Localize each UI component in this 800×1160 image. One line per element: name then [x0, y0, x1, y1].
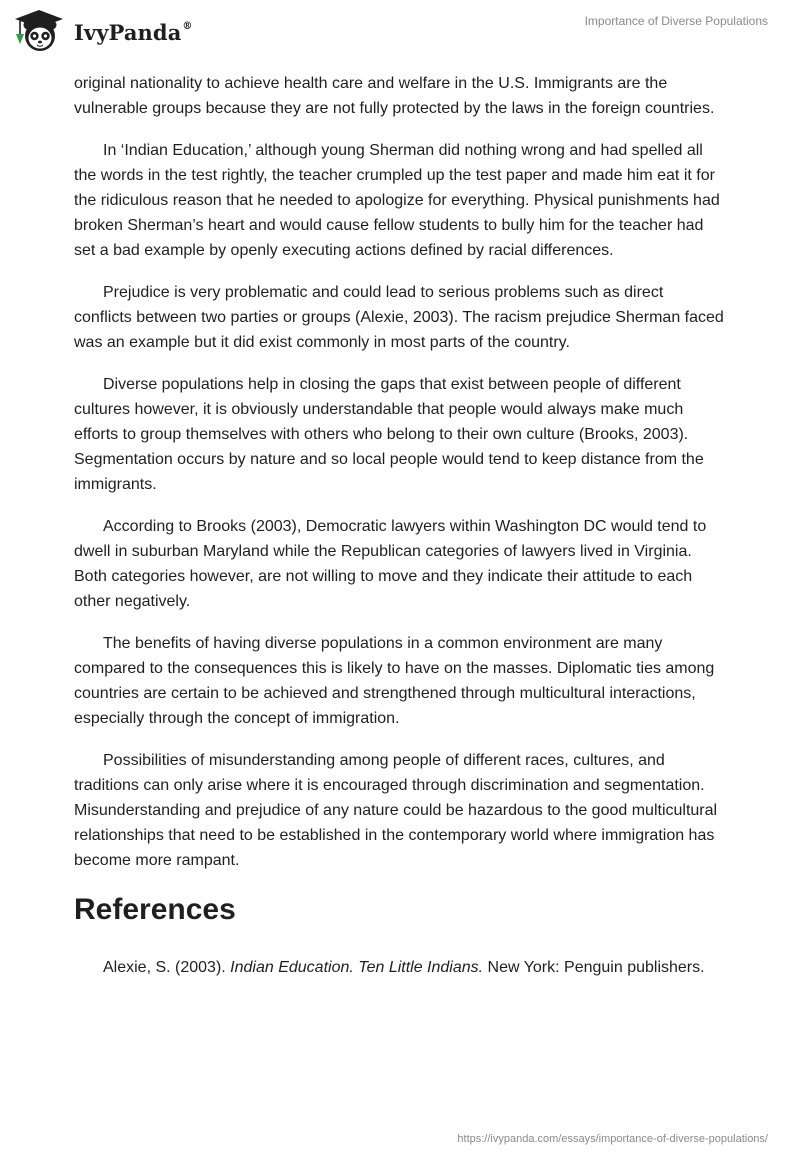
references-heading: References: [74, 893, 236, 926]
reference-publisher: New York: Penguin publishers.: [483, 959, 705, 976]
document-title: Importance of Diverse Populations: [584, 14, 768, 28]
registered-mark: ®: [182, 20, 193, 32]
reference-entry: [74, 955, 724, 980]
reference-author-year: Alexie, S. (2003).: [103, 959, 231, 976]
paragraph: Possibilities of misunderstanding among people of different races, cultures, and traditions can only arise where it is encouraged through discrimination and segmentation. Misunderstanding and prejudice of any nature could be hazardous to the good multicultural relationships that need to be established in the contemporary world where immigration has become more rampant.: [74, 752, 718, 869]
paragraph: In ‘Indian Education,’ although young Sherman did nothing wrong and had spelled all the words in the test rightly, the teacher crumpled up the test paper and made him eat it for the ridiculous reason that he needed to apologize for everything. Physical punishments had broken Sherman’s heart and would cause fellow students to bully him for the teacher had set a bad example by openly executing actions defined by racial differences.: [74, 142, 720, 259]
panda-graduate-icon: [12, 8, 68, 54]
paragraph: The benefits of having diverse populations in a common environment are many compared to the consequences this is likely to have on the masses. Diplomatic ties among countries are certain to be achieved and strengthened through multicultural interactions, especially through the concept of immigration.: [74, 635, 715, 727]
paragraph: original nationality to achieve health care and welfare in the U.S. Immigrants are the vulnerable groups because they are not fully protected by the laws in the foreign countries.: [74, 75, 715, 117]
paragraph: Prejudice is very problematic and could lead to serious problems such as direct conflicts between two parties or groups (Alexie, 2003). The racism prejudice Sherman faced was an example but it did exist commonly in most parts of the country.: [74, 284, 724, 351]
page-header: [0, 0, 800, 62]
brand-logo[interactable]: [12, 8, 193, 54]
essay-content: [74, 71, 724, 997]
reference-title: Indian Education. Ten Little Indians.: [230, 959, 484, 976]
source-url[interactable]: https://ivypanda.com/essays/importance-of-diverse-populations/: [457, 1133, 768, 1145]
paragraph: Diverse populations help in closing the gaps that exist between people of different cultures however, it is obviously understandable that people would always make much efforts to group themselves with others who belong to their own culture (Brooks, 2003). Segmentation occurs by nature and so local people would tend to keep distance from the immigrants.: [74, 376, 704, 493]
paragraph: According to Brooks (2003), Democratic lawyers within Washington DC would tend to dwell in suburban Maryland while the Republican categories of lawyers lived in Virginia. Both categories however, are not willing to move and they indicate their attitude to each other negatively.: [74, 518, 707, 610]
brand-name: IvyPanda®: [74, 19, 193, 45]
